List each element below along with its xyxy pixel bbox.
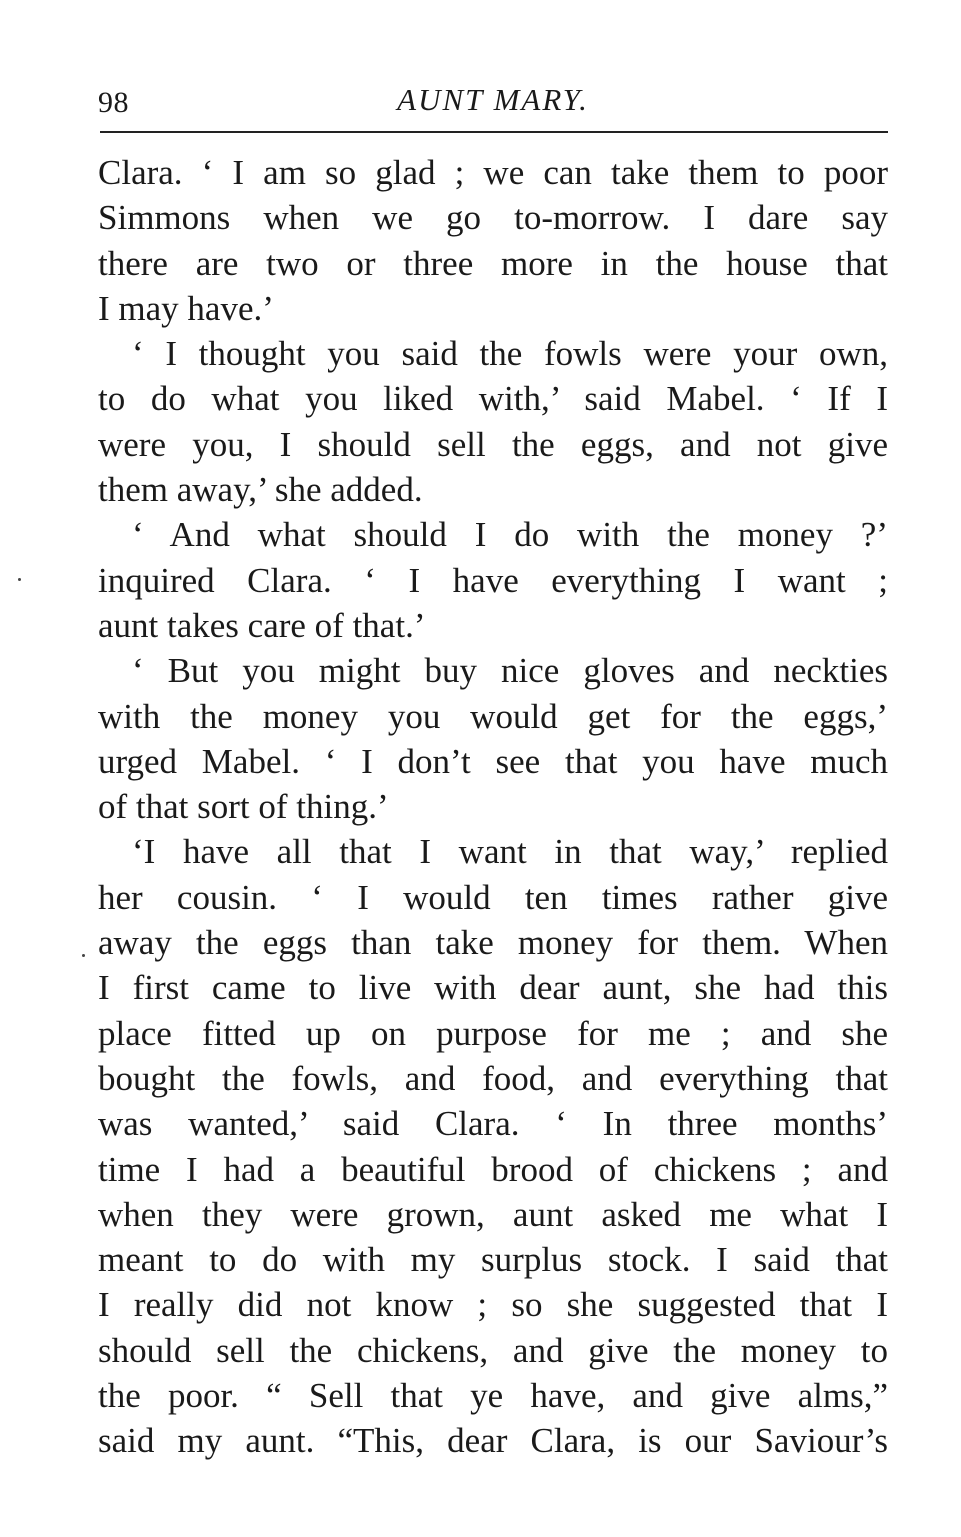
text-line: away the eggs than take money for them. When	[98, 923, 888, 963]
text-line: aunt takes care of that.’	[98, 605, 426, 645]
text-line: ‘I have all that I want in that way,’ replied	[132, 832, 888, 872]
text-line: the poor. “ Sell that ye have, and give alms,”	[98, 1376, 888, 1416]
text-line: her cousin. ‘ I would ten times rather give	[98, 877, 888, 917]
text-line: was wanted,’ said Clara. ‘ In three months’	[98, 1104, 888, 1144]
text-line: when they were grown, aunt asked me what I	[98, 1194, 888, 1234]
text-line: said my aunt. “This, dear Clara, is our Saviour’s	[98, 1421, 888, 1461]
text-line: place fitted up on purpose for me ; and she	[98, 1013, 888, 1053]
header-rule	[100, 131, 888, 133]
text-line: bought the fowls, and food, and everything that	[98, 1058, 888, 1098]
text-line: time I had a beautiful brood of chickens ; and	[98, 1149, 888, 1189]
text-line: inquired Clara. ‘ I have everything I want ;	[98, 560, 888, 600]
text-line: urged Mabel. ‘ I don’t see that you have much	[98, 741, 888, 781]
running-head	[98, 80, 888, 120]
text-line: them away,’ she added.	[98, 470, 423, 510]
text-line: I first came to live with dear aunt, she had this	[98, 968, 888, 1008]
text-line: ‘ But you might buy nice gloves and neckties	[132, 651, 888, 691]
text-line: ‘ And what should I do with the money ?’	[132, 515, 888, 555]
text-line: there are two or three more in the house that	[98, 243, 888, 283]
page-number: 98	[98, 86, 129, 119]
text-line: should sell the chickens, and give the money to	[98, 1330, 888, 1370]
text-line: Simmons when we go to-morrow. I dare say	[98, 198, 888, 238]
text-line: were you, I should sell the eggs, and not give	[98, 424, 888, 464]
running-title: AUNT MARY.	[397, 82, 589, 117]
text-line: meant to do with my surplus stock. I said that	[98, 1240, 888, 1280]
text-line: ‘ I thought you said the fowls were your own,	[132, 334, 888, 374]
paper-speck	[18, 578, 21, 581]
text-line: to do what you liked with,’ said Mabel. ‘ If I	[98, 379, 888, 419]
text-line: of that sort of thing.’	[98, 787, 389, 827]
text-line: Clara. ‘ I am so glad ; we can take them to poor	[98, 153, 888, 192]
body-text	[88, 150, 888, 1464]
paper-speck	[82, 954, 85, 957]
text-line: with the money you would get for the eggs,’	[98, 696, 888, 736]
text-line: I may have.’	[98, 288, 274, 328]
text-line: I really did not know ; so she suggested that I	[98, 1285, 888, 1325]
